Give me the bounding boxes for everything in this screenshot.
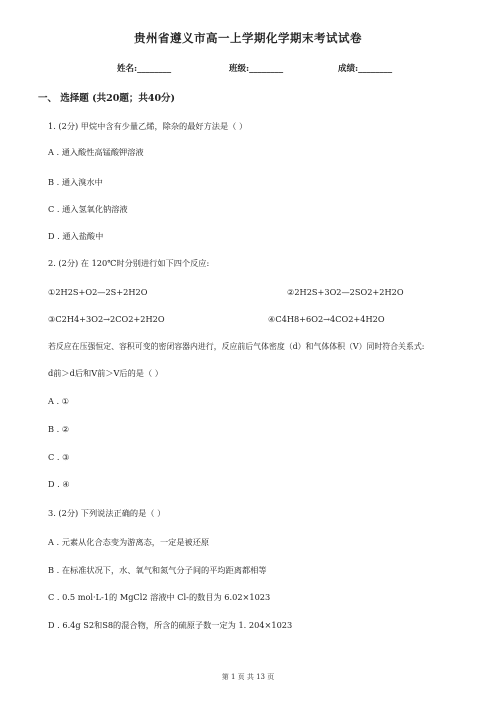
question-2-option-b: B . ② [48,424,70,434]
class-field [229,62,283,74]
question-2-option-d: D . ④ [48,479,70,489]
question-1-stem: 1. (2分) 甲烷中含有少量乙烯，除杂的最好方法是（ ） [48,121,248,131]
class-label: 班级: [229,64,250,74]
reaction-3: ③C2H4+3O2→2CO2+2H2O [48,314,165,324]
name-field [117,62,171,74]
question-3-option-b: B . 在标准状况下，水、氧气和氮气分子间的平均距离都相等 [48,565,267,575]
reaction-2: ②2H2S+3O2—2SO2+2H2O [287,287,404,297]
section-heading: 一、 选择题 (共20题；共40分) [38,93,176,104]
reaction-4: ④C4H8+6O2→4CO2+4H2O [268,314,385,324]
question-2-option-a: A . ① [48,396,70,406]
question-2-stem: 2. (2分) 在 120℃时分别进行如下四个反应: [48,258,210,268]
question-2-condition-line-1: 若反应在压强恒定、容积可变的密闭容器内进行，反应前后气体密度（d）和气体体积（V）同时符合关系式: [48,342,425,351]
name-label: 姓名: [117,64,138,74]
name-blank: ________ [137,64,172,74]
question-1-option-c: C . 通入氢氧化钠溶液 [48,204,128,214]
class-blank: ________ [249,64,284,74]
question-1-option-d: D . 通入盐酸中 [48,231,104,241]
page-title: 贵州省遵义市高一上学期化学期末考试试卷 [134,31,362,45]
score-field [338,62,392,74]
question-3-option-c: C . 0.5 mol·L-1的 MgCl2 溶液中 Cl-的数目为 6.02×1023 [48,592,271,602]
reaction-1: ①2H2S+O2—2S+2H2O [48,287,148,297]
question-3-option-a: A . 元素从化合态变为游离态，一定是被还原 [48,537,210,547]
question-1-option-b: B . 通入溴水中 [48,177,103,187]
page-footer: 第 1 页 共 13 页 [221,673,275,681]
question-2-condition-line-2: d前＞d后和V前＞V后的是（ ） [48,368,163,378]
score-blank: ________ [358,64,393,74]
question-3-stem: 3. (2分) 下列说法正确的是（ ） [48,508,166,518]
question-3-option-d: D . 6.4g S2和S8的混合物，所含的硫原子数一定为 1. 204×1023 [48,620,293,630]
score-label: 成绩: [338,64,359,74]
question-1-option-a: A . 通入酸性高锰酸钾溶液 [48,147,144,157]
question-2-option-c: C . ③ [48,452,70,462]
